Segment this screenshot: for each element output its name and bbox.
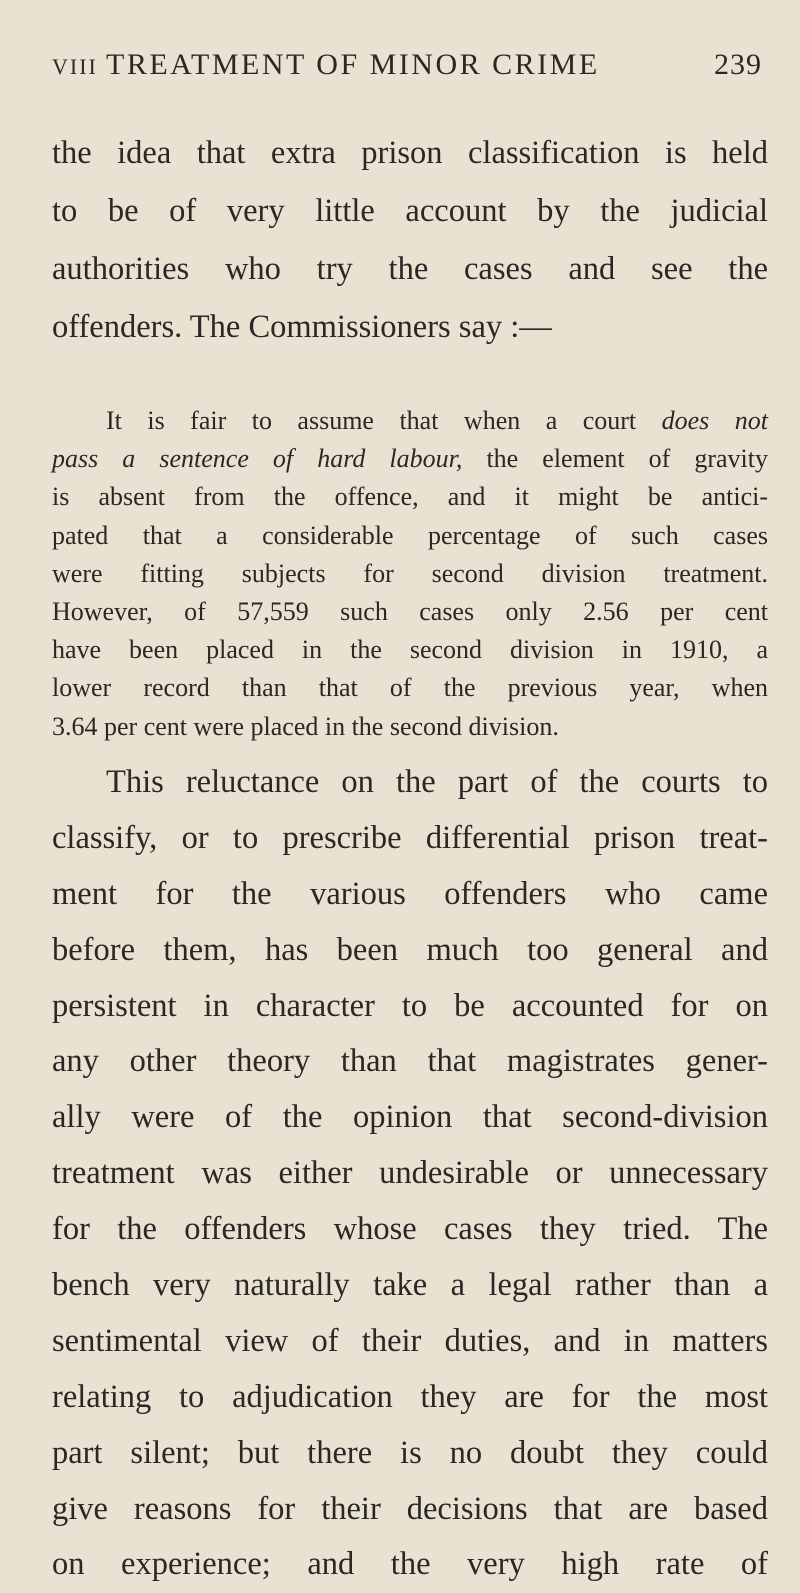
- text-line: before them, has been much too general and: [52, 931, 768, 968]
- text-line: treatment was either undesirable or unnecessary: [52, 1155, 768, 1192]
- quote-line: [52, 402, 768, 440]
- quote-italic-text: pass a sentence of hard labour,: [52, 444, 463, 474]
- quote-line: were fitting subjects for second division treatment.: [52, 558, 768, 588]
- quote-text: the element of gravity: [462, 444, 768, 474]
- running-header: [52, 48, 762, 92]
- quote-line: pated that a considerable percentage of such cases: [52, 520, 768, 550]
- paragraph-1: [52, 124, 768, 356]
- text-line: give reasons for their decisions that are based: [52, 1490, 768, 1527]
- quote-line: 3.64 per cent were placed in the second division.: [52, 711, 559, 741]
- text-line: ally were of the opinion that second-division: [52, 1099, 768, 1136]
- text-line: authorities who try the cases and see the: [52, 251, 768, 287]
- text-line: persistent in character to be accounted for on: [52, 987, 768, 1024]
- text-line: for the offenders whose cases they tried. The: [52, 1211, 768, 1248]
- quote-line: However, of 57,559 such cases only 2.56 per cent: [52, 596, 768, 626]
- text-line: on experience; and the very high rate of: [52, 1546, 768, 1583]
- quote-line: [52, 440, 768, 478]
- text-line: to be of very little account by the judicial: [52, 193, 768, 229]
- quote-line: lower record than that of the previous year, when: [52, 673, 768, 703]
- quote-line: is absent from the offence, and it might be antici-: [52, 482, 768, 512]
- text-line: This reluctance on the part of the courts to: [106, 764, 768, 800]
- text-line: ment for the various offenders who came: [52, 875, 768, 912]
- running-title: TREATMENT OF MINOR CRIME: [106, 48, 600, 81]
- quote-line: have been placed in the second division in 1910, a: [52, 635, 768, 665]
- text-line: relating to adjudication they are for the most: [52, 1378, 768, 1415]
- paragraph-2: [52, 755, 768, 1593]
- chapter-number: VIII: [52, 54, 98, 79]
- text-line: part silent; but there is no doubt they could: [52, 1434, 768, 1471]
- quote-text: It is fair to assume that when a court: [106, 406, 662, 435]
- block-quote: [52, 402, 768, 746]
- page-number: 239: [714, 48, 762, 81]
- quote-italic-text: does not: [661, 406, 768, 435]
- text-line: sentimental view of their duties, and in matters: [52, 1322, 768, 1359]
- text-line: classify, or to prescribe differential prison treat-: [52, 819, 768, 856]
- text-line: offenders. The Commissioners say :—: [52, 309, 552, 345]
- text-line: bench very naturally take a legal rather than a: [52, 1267, 768, 1304]
- text-line: any other theory than that magistrates gener-: [52, 1043, 768, 1080]
- text-line: the idea that extra prison classification is held: [52, 135, 768, 171]
